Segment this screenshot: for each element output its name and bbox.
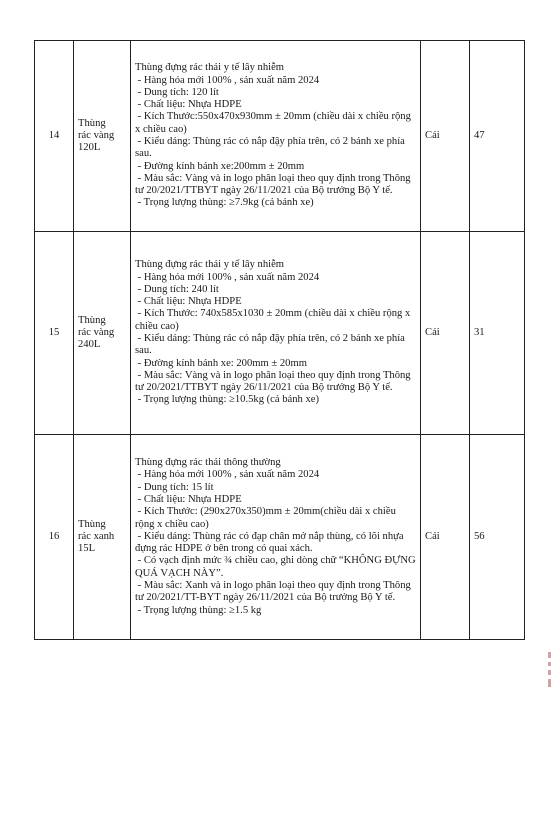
item-name-line: rác xanh [78,530,115,542]
description-line: - Đường kính bánh xe: 200mm ± 20mm [135,357,307,369]
description-line: Thùng đựng rác thải y tế lây nhiễm [135,259,285,271]
description-line: - Chất liệu: Nhựa HDPE [135,493,242,505]
description-line: - Đường kính bánh xe:200mm ± 20mm [135,160,305,172]
description-line: - Kích Thước: (290x270x350)mm ± 20mm(chiều dài x chiều rộng x chiều cao) [135,506,399,530]
description-line: - Dung tích: 120 lít [135,86,219,98]
item-name-line: Thùng [78,518,106,530]
description-line: - Kiểu dáng: Thùng rác có nắp đậy phía trên, có 2 bánh xe phía sau. [135,333,408,357]
row-number: 15 [35,232,74,435]
description-line: - Màu sắc: Xanh và in logo phân loại theo quy định trong Thông tư 20/2021/TT-BYT ngày 26/11/2021 của Bộ trưởng Bộ Y tế. [135,580,414,604]
description-line: - Hàng hóa mới 100% , sản xuất năm 2024 [135,74,320,86]
item-name-line: Thùng [78,314,106,326]
row-number: 16 [35,435,74,640]
item-name-line: 240L [78,339,101,351]
description-line: - Màu sắc: Vàng và in logo phân loại theo quy định trong Thông tư 20/2021/TTBYT ngày 26/11/2021 của Bộ trưởng Bộ Y tế. [135,369,414,394]
description-line: Thùng đựng rác thải thông thường [135,457,281,469]
description-line: - Kích Thước:550x470x930mm ± 20mm (chiều dài x chiều rộng x chiều cao) [135,111,414,135]
description-line: - Chất liệu: Nhựa HDPE [135,296,242,308]
quantity-cell: 56 [470,435,525,640]
item-name-line: rác vàng [78,326,115,338]
item-name [74,232,131,435]
description-line: - Dung tích: 240 lít [135,283,219,295]
item-description [131,435,421,640]
description-line: - Có vạch định mức ¾ chiều cao, ghi dòng chữ “KHÔNG ĐỰNG QUÁ VẠCH NÀY”. [135,555,419,579]
description-line: - Trọng lượng thùng: ≥1.5 kg [135,604,262,616]
description-line: - Kiểu dáng: Thùng rác có đạp chân mở nắp thùng, có lõi nhựa đựng rác HDPE ở bên trong có quai xách. [135,530,407,555]
table-row [35,41,525,232]
quantity-cell: 47 [470,41,525,232]
quantity-cell: 31 [470,232,525,435]
description-line: - Chất liệu: Nhựa HDPE [135,99,242,111]
description-line: - Hàng hóa mới 100% , sản xuất năm 2024 [135,271,320,283]
description-line: - Kích Thước: 740x585x1030 ± 20mm (chiều dài x chiều rộng x chiều cao) [135,308,413,332]
item-name [74,435,131,640]
description-line: - Kiểu dáng: Thùng rác có nắp đậy phía trên, có 2 bánh xe phía sau. [135,136,408,160]
margin-stamp-mark [548,652,552,694]
table-row [35,232,525,435]
specification-table [34,40,525,640]
item-description [131,232,421,435]
unit-cell: Cái [421,435,470,640]
description-line: - Hàng hóa mới 100% , sản xuất năm 2024 [135,469,320,481]
description-line: Thùng đựng rác thải y tế lây nhiễm [135,62,285,74]
table-row [35,435,525,640]
unit-cell: Cái [421,41,470,232]
description-line: - Màu sắc: Vàng và in logo phân loại theo quy định trong Thông tư 20/2021/TTBYT ngày 26/11/2021 của Bộ trưởng Bộ Y tế. [135,172,414,197]
item-name-line: rác vàng [78,129,115,141]
item-description [131,41,421,232]
item-name-line: 120L [78,142,101,154]
row-number: 14 [35,41,74,232]
item-name [74,41,131,232]
description-line: - Dung tích: 15 lít [135,481,214,493]
description-line: - Trọng lượng thùng: ≥10.5kg (cả bánh xe) [135,394,320,406]
item-name-line: Thùng [78,117,106,129]
description-line: - Trọng lượng thùng: ≥7.9kg (cả bánh xe) [135,197,314,209]
item-name-line: 15L [78,543,96,555]
unit-cell: Cái [421,232,470,435]
